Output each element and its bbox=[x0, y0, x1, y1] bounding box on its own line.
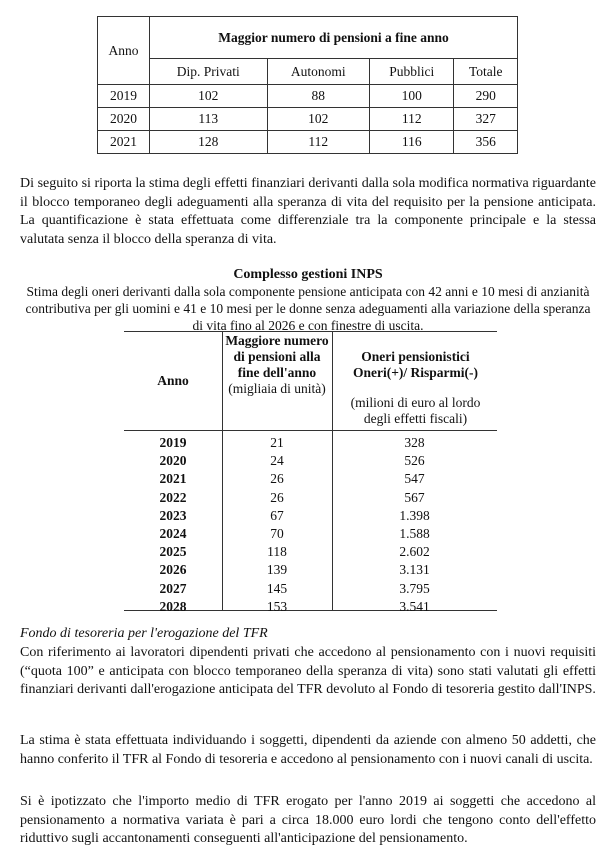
cell: 356 bbox=[454, 131, 518, 154]
table-row bbox=[124, 598, 497, 616]
cell: 547 bbox=[404, 471, 425, 487]
subheader-autonomi: Autonomi bbox=[267, 59, 369, 85]
cell: 139 bbox=[266, 562, 288, 578]
cell: 100 bbox=[369, 85, 454, 108]
cell: 2020 bbox=[159, 453, 187, 469]
cell: 3.795 bbox=[399, 580, 430, 596]
paragraph-importo: Si è ipotizzato che l'importo medio di TFR erogato per l'anno 2019 ai soggetti che accedono al pensionamento a normativa variata è pari a circa 18.000 euro lordi che tengono conto dell'effetto riduttivo sugli accantonamenti conseguenti all'anticipazione del pensionamento. bbox=[20, 794, 596, 846]
anno-header-2: Anno bbox=[157, 373, 189, 388]
table-row bbox=[98, 85, 518, 108]
table-row bbox=[124, 561, 497, 579]
cell: 145 bbox=[266, 580, 288, 596]
cell: 102 bbox=[267, 108, 369, 131]
cell: 26 bbox=[270, 489, 284, 505]
table-row bbox=[124, 525, 497, 543]
oneri-rows bbox=[124, 434, 497, 616]
cell: 2023 bbox=[159, 507, 187, 523]
table2-title: Complesso gestioni INPS bbox=[233, 267, 383, 282]
pensioni-unit: (migliaia di unità) bbox=[228, 381, 326, 396]
cell: 2019 bbox=[98, 85, 150, 108]
paragraph-intro: Di seguito si riporta la stima degli effetti finanziari derivanti dalla sola modifica normativa riguardante il blocco temporaneo degli adeguamenti alla speranza di vita del requisito per la pensione anticipata. La quantificazione è stata effettuata come differenziale tra la componente principale e la stessa valutata senza il blocco della speranza di vita. bbox=[20, 176, 596, 247]
cell: 3.131 bbox=[399, 562, 430, 578]
cell: 1.588 bbox=[399, 525, 430, 541]
cell: 112 bbox=[267, 131, 369, 154]
cell: 2.602 bbox=[399, 544, 430, 560]
table-row bbox=[124, 470, 497, 488]
subheader-pubblici: Pubblici bbox=[369, 59, 454, 85]
cell: 70 bbox=[270, 525, 284, 541]
cell: 21 bbox=[270, 435, 284, 450]
cell: 116 bbox=[369, 131, 454, 154]
table-row bbox=[124, 434, 497, 452]
pensions-table bbox=[97, 16, 518, 154]
cell: 2026 bbox=[159, 562, 187, 578]
cell: 118 bbox=[267, 544, 287, 560]
pensioni-header: Maggiore numero di pensioni alla fine dell'anno bbox=[225, 333, 329, 380]
table-row bbox=[124, 580, 497, 598]
table-row bbox=[124, 452, 497, 470]
cell: 26 bbox=[270, 471, 284, 487]
table-row bbox=[124, 489, 497, 507]
cell: 2022 bbox=[159, 489, 187, 505]
cell: 1.398 bbox=[399, 507, 430, 523]
paragraph-stima: La stima è stata effettuata individuando i soggetti, dipendenti da aziende con almeno 50 addetti, che hanno conferito il TFR al Fondo di tesoreria e accedono al pensionamento con i nuovi canali di uscita. bbox=[20, 733, 596, 767]
cell: 567 bbox=[404, 489, 425, 505]
cell: 113 bbox=[150, 108, 268, 131]
cell: 2020 bbox=[98, 108, 150, 131]
oneri-table bbox=[124, 331, 497, 614]
cell: 2019 bbox=[159, 435, 187, 450]
cell: 112 bbox=[369, 108, 454, 131]
table-row bbox=[124, 543, 497, 561]
table2-heading bbox=[20, 266, 596, 334]
oneri-unit: (milioni di euro al lordo degli effetti fiscali) bbox=[350, 395, 481, 426]
cell: 328 bbox=[404, 435, 425, 450]
cell: 2025 bbox=[159, 544, 187, 560]
cell: 3.541 bbox=[399, 598, 430, 614]
subheader-totale: Totale bbox=[454, 59, 518, 85]
table-row bbox=[124, 507, 497, 525]
cell: 2028 bbox=[159, 598, 187, 614]
cell: 526 bbox=[404, 453, 425, 469]
cell: 102 bbox=[150, 85, 268, 108]
cell: 2021 bbox=[159, 471, 187, 487]
cell: 67 bbox=[270, 507, 284, 523]
table-row bbox=[98, 108, 518, 131]
group-header: Maggior numero di pensioni a fine anno bbox=[150, 17, 518, 59]
cell: 88 bbox=[267, 85, 369, 108]
paragraph-tfr: Con riferimento ai lavoratori dipendenti privati che accedono al pensionamento con i nuovi requisiti (“quota 100” e anticipata con blocco temporaneo della speranza di vita) sono stati valutati gli effetti finanziari derivanti dall'erogazione anticipata del TFR devoluto al Fondo di tesoreria gestito dall'INPS. bbox=[20, 645, 596, 697]
cell: 290 bbox=[454, 85, 518, 108]
cell: 128 bbox=[150, 131, 268, 154]
cell: 24 bbox=[270, 453, 284, 469]
cell: 327 bbox=[454, 108, 518, 131]
cell: 153 bbox=[266, 598, 288, 614]
section-title: Fondo di tesoreria per l'erogazione del TFR bbox=[20, 626, 268, 641]
oneri-header: Oneri pensionistici Oneri(+)/ Risparmi(-) bbox=[352, 349, 479, 380]
cell: 2024 bbox=[159, 525, 187, 541]
anno-header: Anno bbox=[98, 17, 150, 85]
cell: 2021 bbox=[98, 131, 150, 154]
subheader-dip-privati: Dip. Privati bbox=[150, 59, 268, 85]
table-row bbox=[98, 131, 518, 154]
table2-caption: Stima degli oneri derivanti dalla sola componente pensione anticipata con 42 anni e 10 mesi di anzianità contributiva per gli uomini e 41 e 10 mesi per le donne senza adeguamenti alla variazione della speranza di vita fino al 2026 e con finestre di uscita. bbox=[25, 284, 591, 333]
cell: 2027 bbox=[159, 580, 187, 596]
